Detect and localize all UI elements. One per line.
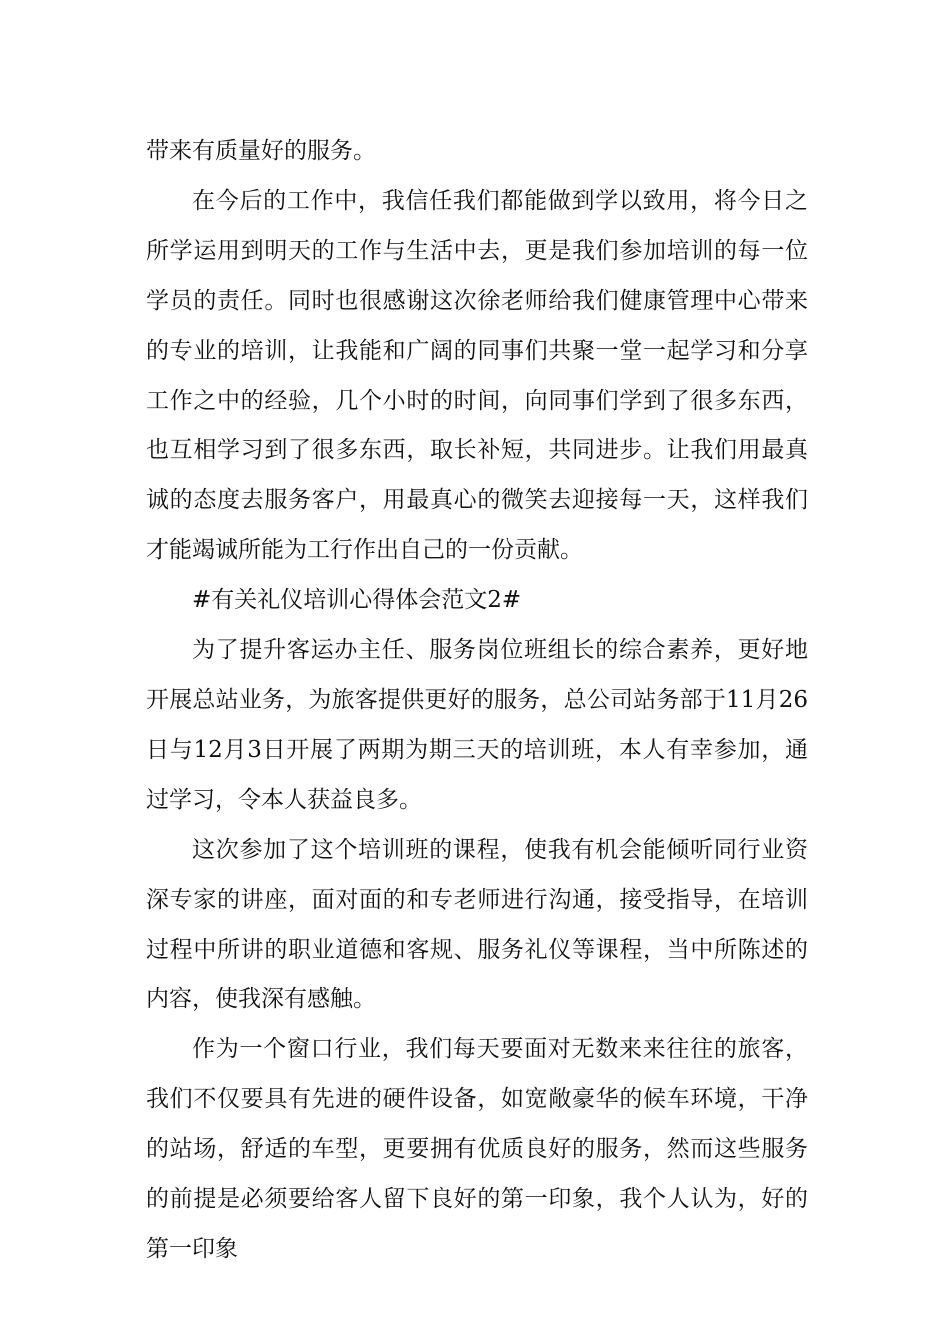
paragraph: 在今后的工作中，我信任我们都能做到学以致用，将今日之所学运用到明天的工作与生活中去，更是我们参加培训的每一位学员的责任。同时也很感谢这次徐老师给我们健康管理中心带来的专业的培训，让我能和广阔的同事们共聚一堂一起学习和分享工作之中的经验，几个小时的时间，向同事们学到了很多东西，也互相学习到了很多东西，取长补短，共同进步。让我们用最真诚的态度去服务客户，用最真心的微笑去迎接每一天，这样我们才能竭诚所能为工行作出自己的一份贡献。 [146, 187, 808, 564]
paragraph-continuation: 带来有质量好的服务。 [146, 138, 376, 164]
section-heading: #有关礼仪培训心得体会范文2# [192, 587, 522, 614]
document-body [146, 127, 808, 1275]
paragraph: 作为一个窗口行业，我们每天要面对无数来来往往的旅客，我们不仅要具有先进的硬件设备，如宽敞豪华的候车环境，干净的站场，舒适的车型，更要拥有优质良好的服务，然而这些服务的前提是必须要给客人留下良好的第一印象，我个人认为，好的第一印象 [146, 1036, 808, 1262]
paragraph: 这次参加了这个培训班的课程，使我有机会能倾听同行业资深专家的讲座，面对面的和专老师进行沟通，接受指导，在培训过程中所讲的职业道德和客规、服务礼仪等课程，当中所陈述的内容，使我深有感触。 [146, 836, 808, 1013]
paragraph: 为了提升客运办主任、服务岗位班组长的综合素养，更好地开展总站业务，为旅客提供更好的服务，总公司站务部于11月26日与12月3日开展了两期为期三天的培训班，本人有幸参加，通过学习，令本人获益良多。 [146, 637, 808, 813]
